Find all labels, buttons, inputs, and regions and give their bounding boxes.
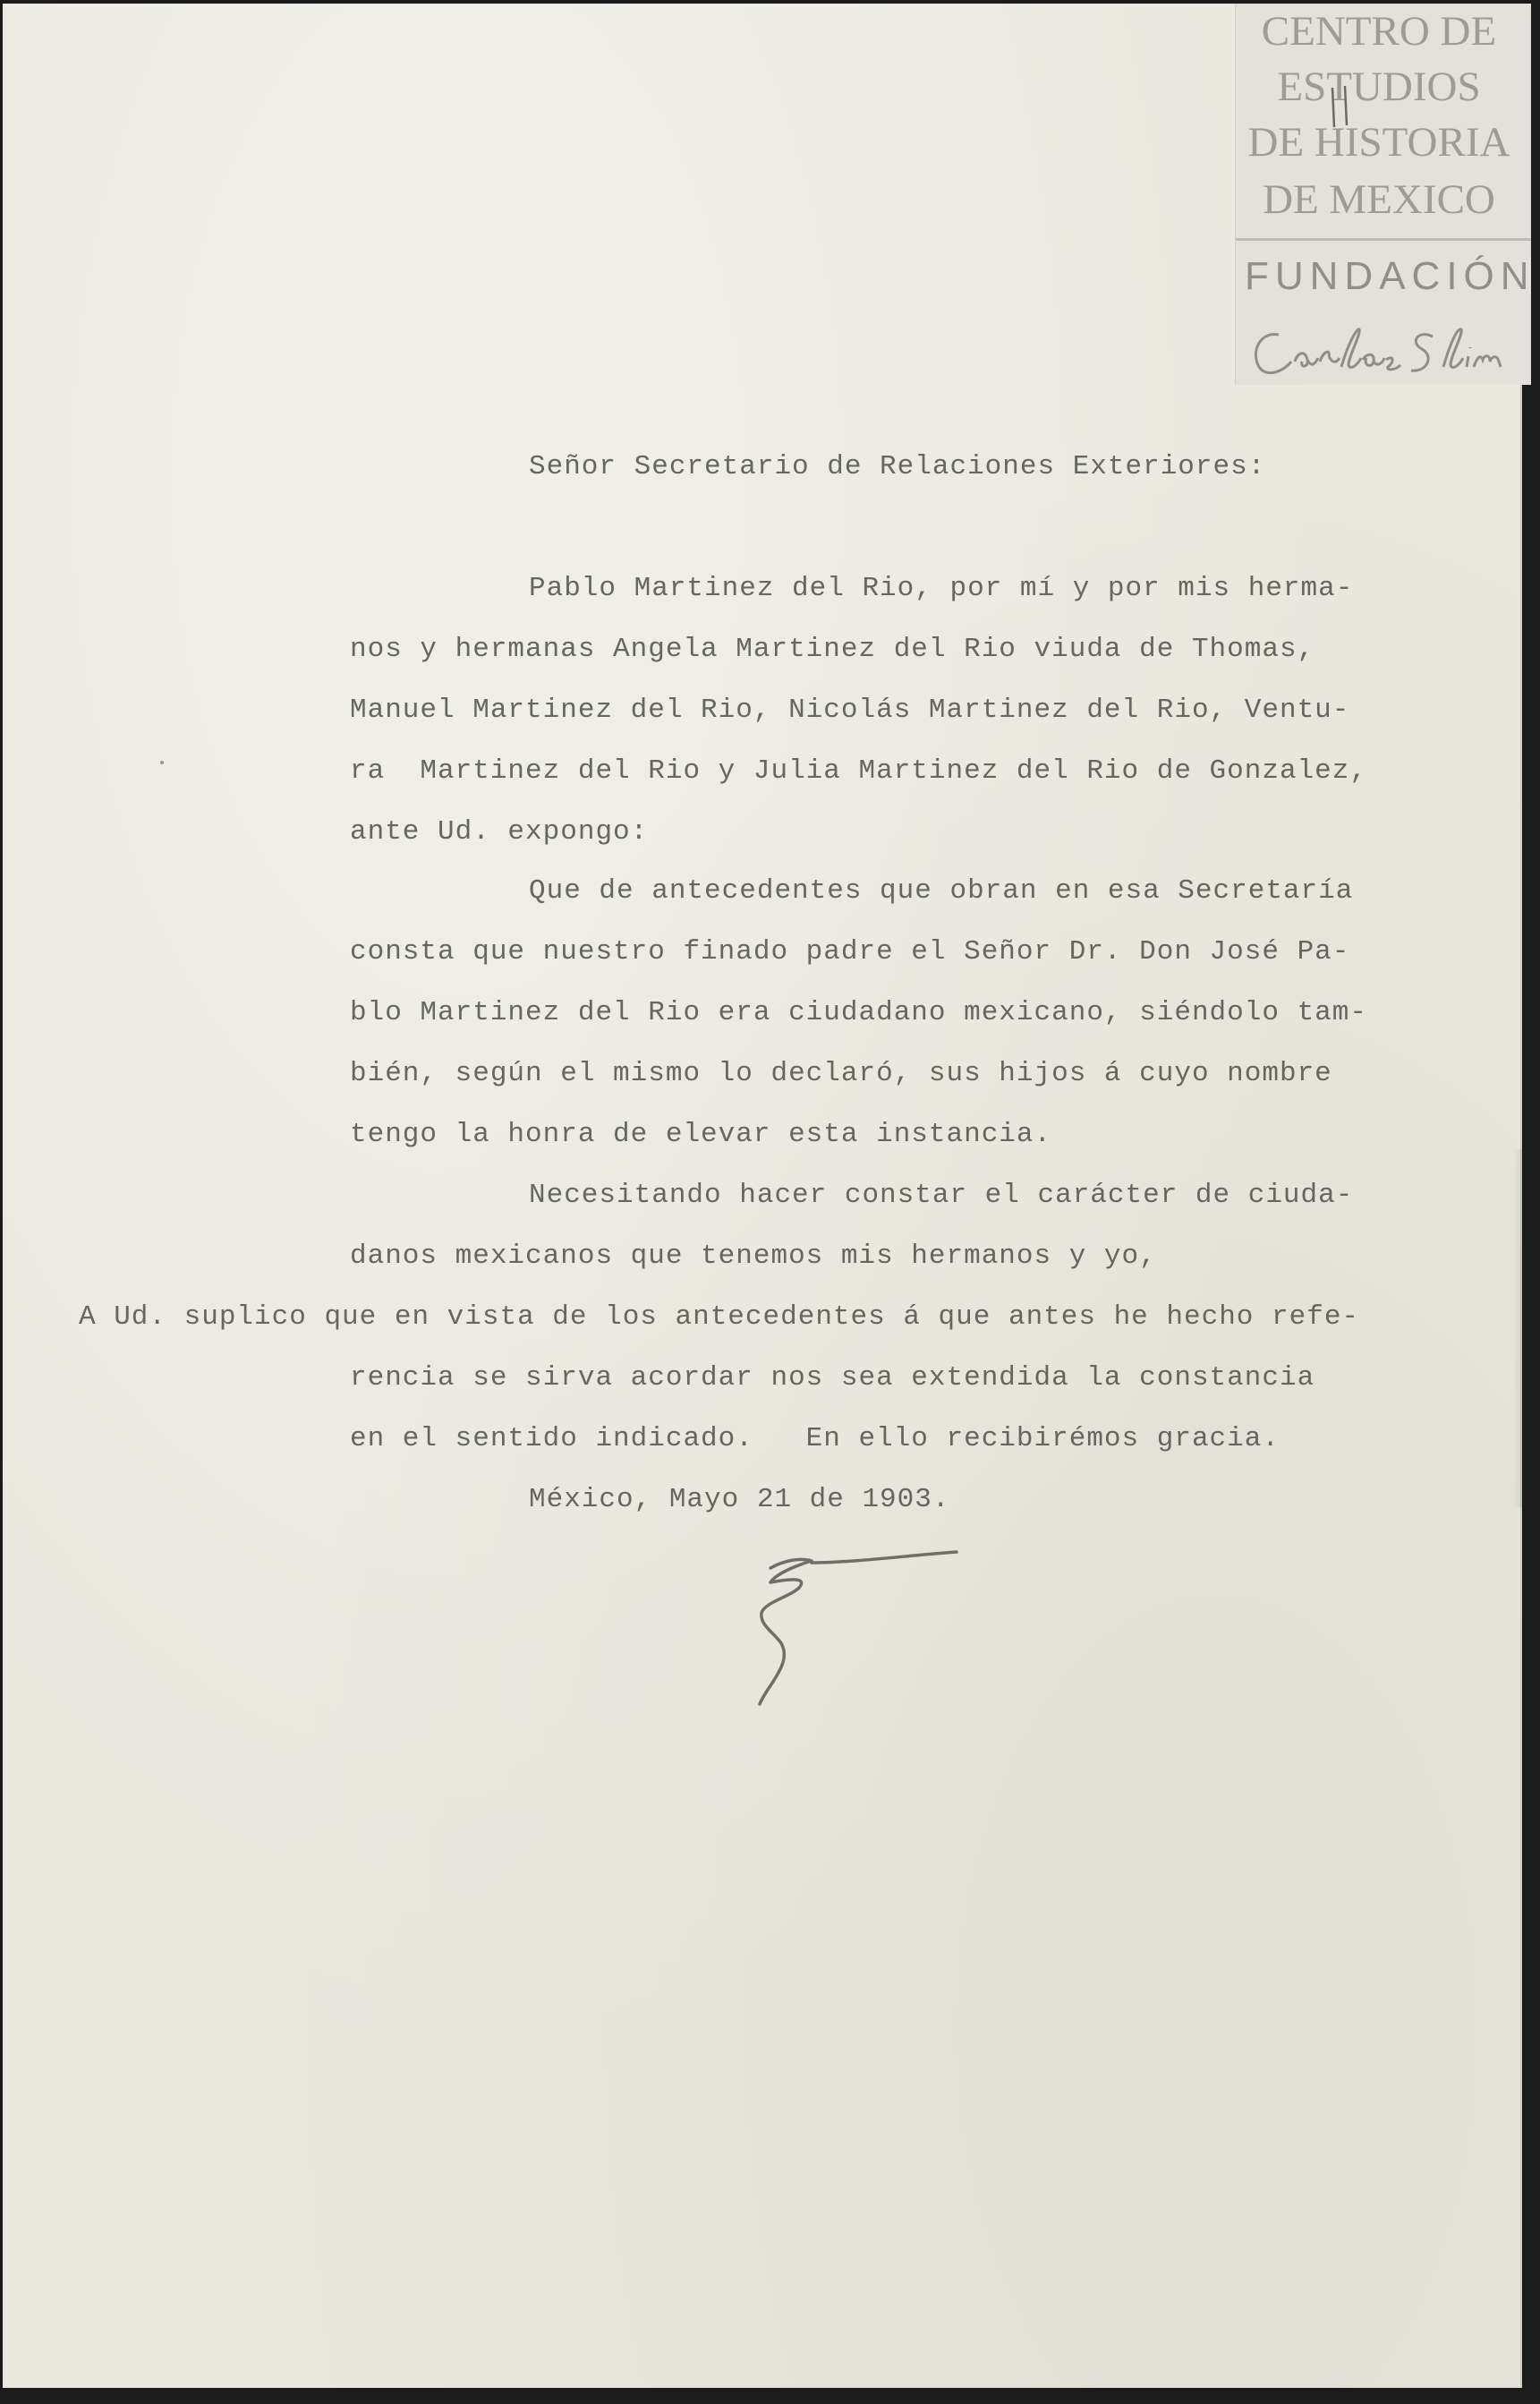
letter-line: tengo la honra de elevar esta instancia. — [350, 1119, 1052, 1150]
stamp-line: CENTRO DE — [1261, 8, 1497, 55]
handwritten-signature — [736, 1543, 969, 1758]
letter-line: Manuel Martinez del Rio, Nicolás Martinez del Rio, Ventu- — [350, 695, 1350, 726]
letter-line: A Ud. suplico que en vista de los antecedentes á que antes he hecho refe- — [79, 1301, 1360, 1333]
letter-line: rencia se sirva acordar nos sea extendida la constancia — [350, 1362, 1315, 1394]
paper-sheet — [3, 4, 1536, 2388]
letter-salutation: Señor Secretario de Relaciones Exteriores: — [529, 451, 1266, 482]
carlos-slim-signature-logo — [1243, 315, 1529, 387]
letter-line: ante Ud. expongo: — [350, 816, 649, 848]
letter-line: en el sentido indicado. En ello recibirémos gracia. — [350, 1423, 1280, 1454]
paper-speck — [160, 761, 164, 764]
letter-line: Necesitando hacer constar el carácter de ciuda- — [529, 1180, 1354, 1211]
letter-dateline: México, Mayo 21 de 1903. — [529, 1484, 950, 1515]
letter-line: blo Martinez del Rio era ciudadano mexicano, siéndolo tam- — [350, 997, 1367, 1028]
paper-edge-shadow — [1513, 1149, 1522, 1507]
stamp-line: DE HISTORIA — [1247, 119, 1510, 166]
folio-handwritten-mark — [1323, 81, 1359, 134]
stamp-divider — [1236, 238, 1531, 241]
letter-line: Pablo Martinez del Rio, por mí y por mis herma- — [529, 573, 1354, 604]
archive-stamp — [1235, 4, 1536, 385]
letter-line: nos y hermanas Angela Martinez del Rio viuda de Thomas, — [350, 634, 1315, 665]
letter-line: danos mexicanos que tenemos mis hermanos y yo, — [350, 1240, 1157, 1272]
letter-line: bién, según el mismo lo declaró, sus hijos á cuyo nombre — [350, 1058, 1332, 1089]
letter-line: ra Martinez del Rio y Julia Martinez del Rio de Gonzalez, — [350, 755, 1367, 787]
stamp-foundation-label: FUNDACIÓN — [1245, 254, 1536, 298]
letter-line: Que de antecedentes que obran en esa Secretaría — [529, 875, 1354, 907]
stamp-line: DE MEXICO — [1263, 176, 1495, 223]
stamp-line: ESTUDIOS — [1277, 64, 1481, 110]
letter-line: consta que nuestro finado padre el Señor Dr. Don José Pa- — [350, 936, 1350, 968]
